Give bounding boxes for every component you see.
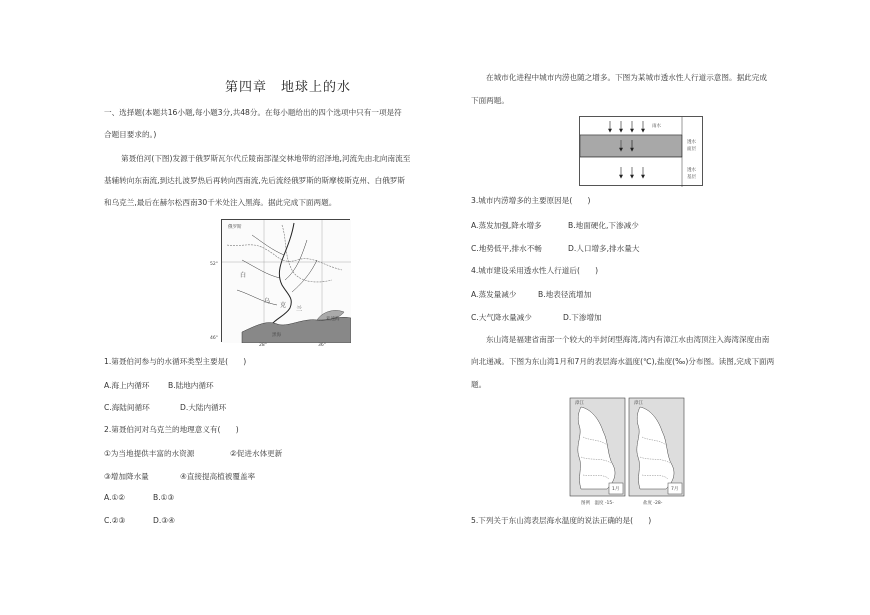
- map2-month-jul: 7月: [671, 487, 679, 492]
- map-lat-bottom: 46°: [210, 336, 218, 341]
- diagram-label-rain: 雨水: [652, 124, 661, 129]
- q4-option-a[interactable]: A.蒸发量减少: [471, 290, 517, 299]
- q2-option-b[interactable]: B.①③: [153, 493, 175, 502]
- dnieper-map-svg: [222, 220, 351, 343]
- map-lat-top: 52°: [210, 262, 218, 267]
- section3-intro-line2: 向北递减。下图为东山湾1月和7月的表层海水温度(℃),盐度(‰)分布图。读图,完成下面两: [471, 357, 775, 366]
- q2-option-d[interactable]: D.③④: [153, 516, 175, 525]
- section-heading-line2: 合题目要求的。): [104, 130, 157, 139]
- map2-river-left: 漳江: [575, 401, 584, 406]
- map-lon-2: 36°: [318, 343, 326, 348]
- q5-stem: 5.下列关于东山湾表层海水温度的说法正确的是( ): [471, 516, 652, 525]
- map-label-ukraine-1: 乌: [264, 298, 271, 305]
- map2-legend-salinity: 盐度 -28-: [643, 501, 663, 506]
- chapter-title: 第四章 地球上的水: [225, 80, 352, 95]
- q2-option-a[interactable]: A.①②: [104, 493, 126, 502]
- diagram-label-base-1: 透水: [687, 168, 696, 173]
- map-label-ukraine-3: 兰: [296, 306, 303, 313]
- diagram-label-base-2: 基层: [687, 175, 696, 180]
- q3-option-c[interactable]: C.地势低平,排水不畅: [471, 244, 542, 253]
- q3-option-d[interactable]: D.人口增多,排水量大: [568, 244, 640, 253]
- q2-statement-2: ②促进水体更新: [230, 449, 283, 458]
- map2-legend-temperature: 图例 温度 -15-: [581, 501, 614, 506]
- map-label-ukraine-2: 克: [280, 302, 287, 309]
- q2-option-c[interactable]: C.②③: [104, 516, 126, 525]
- dnieper-river-map: [221, 219, 350, 342]
- diagram-label-surface-2: 面层: [687, 147, 696, 152]
- q4-option-c[interactable]: C.大气降水量减少: [471, 313, 532, 322]
- q4-option-b[interactable]: B.地表径流增加: [538, 290, 592, 299]
- dongshan-bay-svg: [569, 397, 685, 509]
- section3-intro-line3: 题。: [471, 380, 487, 389]
- map2-river-right: 漳江: [634, 401, 643, 406]
- section2-intro-line2: 下面两题。: [471, 96, 509, 105]
- map-label-russia-1: 俄罗斯: [228, 225, 242, 230]
- map-label-black-sea: 黑海: [272, 333, 281, 338]
- map-label-belarus: 白: [240, 272, 247, 279]
- section3-intro-line1: 东山湾是福建省南部一个较大的半封闭型海湾,湾内有漳江水由湾顶注入海湾深度由南: [486, 335, 770, 344]
- map-label-azov-sea: 亚速海: [326, 317, 340, 322]
- q1-option-a[interactable]: A.海上内循环: [104, 381, 150, 390]
- intro-line1: 第聂伯河(下图)发源于俄罗斯瓦尔代丘陵南部湿交林地带的沼泽地,河流先由北向南流至: [121, 154, 411, 163]
- dongshan-bay-maps: [569, 397, 685, 509]
- q1-option-b[interactable]: B.陆地内循环: [168, 381, 214, 390]
- map2-month-jan: 1月: [612, 487, 620, 492]
- q3-option-a[interactable]: A.蒸发加强,降水增多: [471, 221, 542, 230]
- permeable-sidewalk-svg: [580, 117, 704, 187]
- q4-stem: 4.城市建设采用透水性人行道后( ): [471, 266, 599, 275]
- diagram-label-surface-1: 透水: [687, 140, 696, 145]
- q2-statement-4: ④直接提高植被覆盖率: [180, 472, 256, 481]
- q1-stem: 1.第聂伯河参与的水循环类型主要是( ): [104, 357, 247, 366]
- q1-option-c[interactable]: C.海陆间循环: [104, 403, 150, 412]
- q4-option-d[interactable]: D.下渗增加: [563, 313, 602, 322]
- map-lon-1: 28°: [259, 343, 267, 348]
- q3-option-b[interactable]: B.地面硬化,下渗减少: [568, 221, 639, 230]
- section2-intro-line1: 在城市化进程中城市内涝也随之增多。下图为某城市透水性人行道示意图。据此完成: [486, 73, 767, 82]
- permeable-sidewalk-diagram: [579, 116, 703, 186]
- q2-statement-3: ③增加降水量: [104, 472, 149, 481]
- q3-stem: 3.城市内涝增多的主要原因是( ): [471, 196, 591, 205]
- section-heading-line1: 一、选择题(本题共16小题,每小题3分,共48分。在每小题给出的四个选项中只有一项是符: [104, 108, 402, 117]
- intro-line2: 基辅转向东南流,到达扎波罗热后再转向西南流,先后流经俄罗斯的斯摩棱斯克州、白俄罗斯: [104, 176, 405, 185]
- q1-option-d[interactable]: D.大陆内循环: [180, 403, 227, 412]
- intro-line3: 和乌克兰,最后在赫尔松西南30千米处注入黑海。据此完成下面两题。: [104, 198, 337, 207]
- q2-stem: 2.第聂伯河对乌克兰的地理意义有( ): [104, 425, 239, 434]
- q2-statement-1: ①为当地提供丰富的水资源: [104, 449, 195, 458]
